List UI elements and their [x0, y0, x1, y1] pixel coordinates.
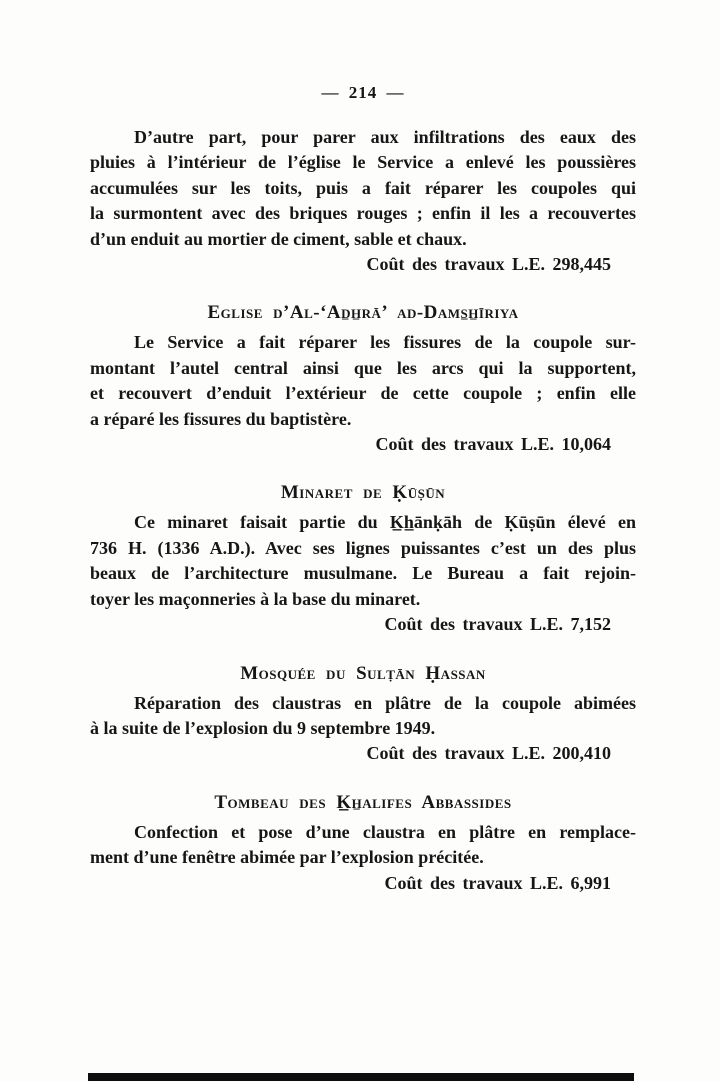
paragraph-line: 736 H. (1336 A.D.). Avec ses lignes puissantes c’est un des plus — [90, 537, 636, 558]
paragraph-line: Ce minaret faisait partie du K̲h̲ānḳāh de Ḳūṣūn élevé en — [134, 512, 636, 533]
sections-container — [90, 125, 636, 896]
scan-artifact-bar — [88, 1073, 634, 1081]
paragraph — [90, 125, 636, 252]
paragraph-line: D’autre part, pour parer aux infiltrations des eaux des — [134, 127, 636, 147]
paragraph-line: pluies à l’intérieur de l’église le Service a enlevé les poussières — [90, 152, 636, 173]
paragraph — [90, 510, 636, 612]
paragraph-line: toyer les maçonneries à la base du minaret. — [90, 588, 421, 609]
paragraph-line: Le Service a fait réparer les fissures de la coupole sur- — [134, 332, 636, 353]
text-column — [90, 84, 636, 896]
paragraph-line: à la suite de l’explosion du 9 septembre 1949. — [90, 717, 436, 738]
paragraph-line: montant l’autel central ainsi que les arcs qui la supportent, — [90, 357, 636, 378]
section-heading: Mosquée du Sulṭān Ḥassan — [240, 662, 486, 684]
paragraph-line: ment d’une fenêtre abimée par l’explosion précitée. — [90, 847, 484, 868]
cost-line: Coût des travaux L.E. 7,152 — [384, 614, 611, 635]
section-heading: Eglise d’Al-‘Ad̲h̲rā’ ad-Dams̲h̲īriya — [207, 302, 519, 324]
paragraph — [90, 820, 636, 871]
cost-line: Coût des travaux L.E. 298,445 — [366, 254, 611, 275]
paragraph-line: beaux de l’architecture musulmane. Le Bureau a fait rejoin- — [90, 563, 636, 584]
paragraph-line: Confection et pose d’une claustra en plâtre en remplace- — [134, 821, 636, 842]
paragraph-line: Réparation des claustras en plâtre de la coupole abimées — [134, 692, 636, 713]
paragraph-line: d’un enduit au mortier de ciment, sable et chaux. — [90, 228, 467, 249]
page-number: — 214 — — [321, 83, 405, 102]
section-heading: Tombeau des K̲h̲alifes Abbassides — [214, 791, 512, 813]
paragraph-line: accumulées sur les toits, puis a fait réparer les coupoles qui — [90, 177, 636, 198]
paragraph — [90, 691, 636, 742]
cost-line: Coût des travaux L.E. 6,991 — [384, 872, 611, 893]
paragraph-line: a réparé les fissures du baptistère. — [90, 408, 352, 429]
paragraph-line: la surmontent avec des briques rouges ; enfin il les a recouvertes — [90, 203, 636, 224]
paragraph — [90, 330, 636, 432]
cost-line: Coût des travaux L.E. 200,410 — [366, 743, 611, 764]
cost-line: Coût des travaux L.E. 10,064 — [375, 434, 611, 455]
paragraph-line: et recouvert d’enduit l’extérieur de cette coupole ; enfin elle — [90, 383, 636, 404]
section-heading: Minaret de Ḳūṣūn — [280, 482, 446, 504]
